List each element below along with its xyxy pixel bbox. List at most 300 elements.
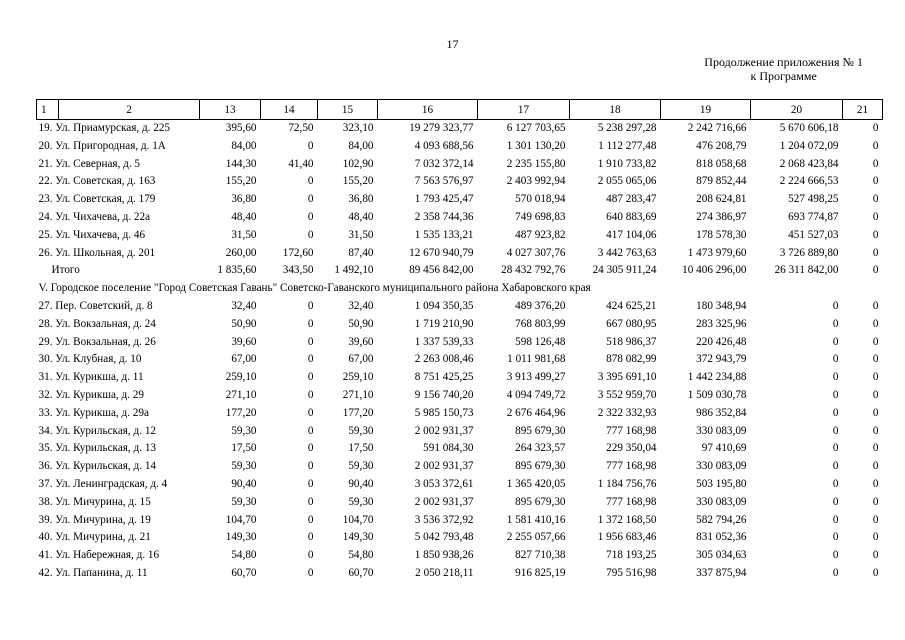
table-row: [37, 316, 883, 334]
cell-c17: 4 027 307,76: [506, 246, 566, 259]
cell-c21: 0: [872, 228, 879, 241]
cell-c14: 0: [307, 495, 314, 508]
total-c18: 24 305 911,24: [592, 264, 657, 277]
row-address: [37, 173, 200, 191]
cell-c16: 8 751 425,25: [414, 371, 474, 384]
cell-c15: 84,00: [348, 139, 374, 152]
row-address: [37, 369, 200, 387]
total-c20: 26 311 842,00: [774, 264, 839, 277]
cell-c20: 0: [832, 371, 839, 384]
cell-c14: 0: [307, 299, 314, 312]
row-address-text: Ул. Мичурина, д. 15: [55, 495, 151, 508]
row-address: [37, 387, 200, 405]
cell-c15: 59,30: [348, 460, 374, 473]
cell-c14: 0: [307, 513, 314, 526]
cell-c19: 986 352,84: [696, 406, 747, 419]
cell-c17: 1 365 420,05: [506, 477, 566, 490]
table-row: [37, 298, 883, 316]
cell-c17: 598 126,48: [515, 335, 566, 348]
cell-c17: 487 923,82: [515, 228, 566, 241]
total-c14: 343,50: [282, 264, 314, 277]
table-row: [37, 334, 883, 352]
cell-c13: 17,50: [231, 442, 257, 455]
row-number: 32.: [38, 388, 53, 401]
cell-c17: 3 913 499,27: [506, 371, 566, 384]
cell-c13: 104,70: [225, 513, 257, 526]
cell-c16: 3 053 372,61: [414, 477, 474, 490]
cell-c14: 172,60: [282, 246, 314, 259]
cell-c15: 31,50: [348, 228, 374, 241]
cell-c19: 337 875,94: [696, 566, 747, 579]
row-address-text: Ул. Пригородная, д. 1А: [55, 139, 166, 152]
cell-c16: 9 156 740,20: [414, 388, 474, 401]
cell-c21: 0: [872, 477, 879, 490]
row-address: [37, 334, 200, 352]
cell-c20: 527 498,25: [788, 193, 839, 206]
cell-c14: 0: [307, 335, 314, 348]
row-address-text: Ул. Курильская, д. 13: [55, 442, 157, 455]
cell-c16: 19 279 323,77: [409, 122, 474, 134]
cell-c15: 177,20: [342, 406, 374, 419]
row-address-text: Ул. Советская, д. 179: [55, 193, 156, 206]
table-row: [37, 494, 883, 512]
cell-c14: 0: [307, 139, 314, 152]
cell-c16: 5 042 793,48: [414, 531, 474, 544]
cell-c14: 0: [307, 210, 314, 223]
column-header: 15: [318, 100, 378, 120]
cell-c21: 0: [872, 442, 879, 455]
cell-c18: 777 168,98: [606, 495, 657, 508]
row-number: 29.: [38, 335, 53, 348]
page-number: 17: [446, 37, 459, 51]
cell-c21: 0: [872, 371, 879, 384]
data-table: [36, 99, 883, 583]
cell-c13: 32,40: [231, 299, 257, 312]
row-address: [37, 405, 200, 423]
column-header: 17: [478, 100, 570, 120]
row-address-text: Ул. Чихачева, д. 46: [55, 228, 146, 241]
cell-c19: 1 442 234,88: [687, 371, 747, 384]
cell-c20: 2 068 423,84: [779, 157, 839, 170]
table-row: [37, 173, 883, 191]
cell-c16: 1 094 350,35: [414, 299, 474, 312]
cell-c14: 0: [307, 424, 314, 437]
row-address: [37, 120, 200, 138]
cell-c21: 0: [872, 122, 879, 134]
row-address: [37, 476, 200, 494]
row-number: 33.: [38, 406, 53, 419]
cell-c18: 518 986,37: [606, 335, 657, 348]
table-row: [37, 405, 883, 423]
cell-c16: 4 093 688,56: [414, 139, 474, 152]
cell-c21: 0: [872, 513, 879, 526]
row-address-text: Ул. Вокзальная, д. 26: [55, 335, 156, 348]
cell-c20: 1 204 072,09: [779, 139, 839, 152]
row-number: 19.: [38, 122, 53, 134]
cell-c20: 5 670 606,18: [779, 122, 839, 134]
column-header: 13: [200, 100, 261, 120]
cell-c13: 59,30: [231, 424, 257, 437]
row-address: [37, 512, 200, 530]
cell-c16: 1 719 210,90: [414, 317, 474, 330]
column-header: 2: [59, 100, 200, 120]
row-address-text: Ул. Курильская, д. 14: [55, 460, 157, 473]
column-header: 20: [751, 100, 843, 120]
table-row: [37, 138, 883, 156]
cell-c16: 7 563 576,97: [414, 175, 474, 188]
row-address: [37, 423, 200, 441]
cell-c20: 0: [832, 495, 839, 508]
cell-c15: 48,40: [348, 210, 374, 223]
cell-c20: 0: [832, 477, 839, 490]
cell-c20: 0: [832, 549, 839, 562]
cell-c21: 0: [872, 424, 879, 437]
cell-c18: 667 080,95: [606, 317, 657, 330]
cell-c15: 32,40: [348, 299, 374, 312]
row-address-text: Ул. Папанина, д. 11: [55, 566, 148, 579]
table-row: [37, 423, 883, 441]
row-number: 24.: [38, 210, 53, 223]
cell-c18: 3 395 691,10: [597, 371, 657, 384]
cell-c15: 90,40: [348, 477, 374, 490]
column-header: 1: [37, 100, 59, 120]
cell-c14: 0: [307, 531, 314, 544]
cell-c13: 144,30: [225, 157, 257, 170]
cell-c18: 795 516,98: [606, 566, 657, 579]
cell-c21: 0: [872, 495, 879, 508]
cell-c17: 570 018,94: [515, 193, 566, 206]
cell-c13: 395,60: [225, 122, 257, 134]
row-address: [37, 191, 200, 209]
cell-c20: 451 527,03: [788, 228, 839, 241]
cell-c20: 693 774,87: [788, 210, 839, 223]
cell-c20: 0: [832, 566, 839, 579]
row-address: [37, 458, 200, 476]
table-row: [37, 565, 883, 583]
cell-c18: 777 168,98: [606, 460, 657, 473]
cell-c14: 0: [307, 353, 314, 366]
cell-c20: 0: [832, 513, 839, 526]
cell-c16: 1 337 539,33: [414, 335, 474, 348]
cell-c17: 264 323,57: [515, 442, 566, 455]
cell-c19: 503 195,80: [696, 477, 747, 490]
cell-c17: 2 676 464,96: [506, 406, 566, 419]
cell-c21: 0: [872, 175, 879, 188]
row-address-text: Ул. Чихачева, д. 22а: [55, 210, 151, 223]
cell-c19: 97 410,69: [701, 442, 747, 455]
cell-c15: 54,80: [348, 549, 374, 562]
row-number: 31.: [38, 371, 53, 384]
cell-c16: 1 535 133,21: [414, 228, 474, 241]
cell-c13: 48,40: [231, 210, 257, 223]
cell-c20: 0: [832, 388, 839, 401]
total-c16: 89 456 842,00: [409, 264, 474, 277]
cell-c17: 895 679,30: [515, 495, 566, 508]
appendix-header: [704, 55, 863, 83]
cell-c15: 36,80: [348, 193, 374, 206]
total-c21: 0: [872, 264, 879, 277]
row-address-text: Ул. Курикша, д. 11: [55, 371, 144, 384]
cell-c15: 87,40: [348, 246, 374, 259]
cell-c18: 1 112 277,48: [598, 139, 657, 152]
row-address-text: Ул. Северная, д. 5: [55, 157, 141, 170]
cell-c19: 831 052,36: [696, 531, 747, 544]
cell-c16: 2 002 931,37: [414, 460, 474, 473]
cell-c19: 330 083,09: [696, 495, 747, 508]
table-row: [37, 227, 883, 245]
row-address-text: Ул. Курильская, д. 12: [55, 424, 157, 437]
row-number: 30.: [38, 353, 53, 366]
cell-c16: 12 670 940,79: [409, 246, 474, 259]
cell-c17: 6 127 703,65: [506, 122, 566, 134]
table-row: [37, 369, 883, 387]
cell-c18: 417 104,06: [606, 228, 657, 241]
row-address: [37, 494, 200, 512]
cell-c18: 3 552 959,70: [597, 388, 657, 401]
cell-c20: 0: [832, 442, 839, 455]
cell-c21: 0: [872, 406, 879, 419]
column-header: 21: [843, 100, 883, 120]
section-title: V. Городское поселение "Город Советская Гавань" Советско-Гаванского муниципального района Хабаровского края: [38, 282, 591, 295]
cell-c17: 895 679,30: [515, 424, 566, 437]
cell-c18: 2 055 065,06: [597, 175, 657, 188]
cell-c17: 749 698,83: [515, 210, 566, 223]
total-c13: 1 835,60: [217, 264, 257, 277]
cell-c17: 916 825,19: [515, 566, 566, 579]
cell-c20: 0: [832, 460, 839, 473]
cell-c16: 2 002 931,37: [414, 495, 474, 508]
appendix-title: Продолжение приложения № 1: [704, 55, 863, 69]
cell-c21: 0: [872, 299, 879, 312]
row-address: [37, 565, 200, 583]
row-number: 28.: [38, 317, 53, 330]
cell-c21: 0: [872, 531, 879, 544]
cell-c21: 0: [872, 335, 879, 348]
table-row: [37, 512, 883, 530]
cell-c13: 84,00: [231, 139, 257, 152]
cell-c16: 1 793 425,47: [414, 193, 474, 206]
row-address-text: Ул. Школьная, д. 201: [55, 246, 156, 259]
cell-c19: 818 058,68: [696, 157, 747, 170]
cell-c20: 0: [832, 531, 839, 544]
row-address-text: Ул. Советская, д. 163: [55, 175, 156, 188]
column-header: 16: [378, 100, 478, 120]
cell-c14: 0: [307, 442, 314, 455]
row-number: 21.: [38, 157, 53, 170]
column-header: 14: [261, 100, 318, 120]
cell-c13: 59,30: [231, 495, 257, 508]
cell-c16: 2 263 008,46: [414, 353, 474, 366]
row-address-text: Ул. Набережная, д. 16: [55, 549, 160, 562]
cell-c13: 260,00: [225, 246, 257, 259]
row-address: [37, 351, 200, 369]
cell-c14: 0: [307, 175, 314, 188]
row-number: 39.: [38, 513, 53, 526]
cell-c21: 0: [872, 549, 879, 562]
row-number: 36.: [38, 460, 53, 473]
cell-c15: 67,00: [348, 353, 374, 366]
table-row: [37, 458, 883, 476]
row-address: [37, 529, 200, 547]
row-number: 25.: [38, 228, 53, 241]
cell-c18: 1 956 683,46: [597, 531, 657, 544]
table-row: [37, 387, 883, 405]
cell-c13: 149,30: [225, 531, 257, 544]
total-c15: 1 492,10: [334, 264, 374, 277]
row-address-text: Ул. Мичурина, д. 21: [55, 531, 151, 544]
row-address-text: Ул. Клубная, д. 10: [55, 353, 142, 366]
cell-c19: 1 473 979,60: [687, 246, 747, 259]
cell-c18: 3 442 763,63: [597, 246, 657, 259]
row-number: 27.: [38, 299, 53, 312]
table-row: [37, 547, 883, 565]
cell-c17: 827 710,38: [515, 549, 566, 562]
cell-c13: 36,80: [231, 193, 257, 206]
row-address-text: Ул. Мичурина, д. 19: [55, 513, 151, 526]
cell-c15: 259,10: [342, 371, 374, 384]
table-row: [37, 209, 883, 227]
column-header: 18: [570, 100, 661, 120]
cell-c14: 41,40: [288, 157, 314, 170]
cell-c20: 2 224 666,53: [779, 175, 839, 188]
cell-c19: 305 034,63: [696, 549, 747, 562]
cell-c17: 489 376,20: [515, 299, 566, 312]
table-row: [37, 156, 883, 174]
cell-c16: 5 985 150,73: [414, 406, 474, 419]
row-number: 41.: [38, 549, 53, 562]
cell-c19: 178 578,30: [696, 228, 747, 241]
cell-c17: 1 581 410,16: [506, 513, 566, 526]
cell-c16: 7 032 372,14: [414, 157, 474, 170]
row-address: [37, 298, 200, 316]
cell-c19: 220 426,48: [696, 335, 747, 348]
cell-c13: 177,20: [225, 406, 257, 419]
cell-c16: 1 850 938,26: [414, 549, 474, 562]
cell-c13: 90,40: [231, 477, 257, 490]
row-number: 35.: [38, 442, 53, 455]
cell-c17: 768 803,99: [515, 317, 566, 330]
row-address-text: Ул. Приамурская, д. 225: [55, 122, 171, 134]
row-address: [37, 547, 200, 565]
cell-c14: 0: [307, 460, 314, 473]
cell-c16: 2 050 218,11: [415, 566, 474, 579]
cell-c16: 591 084,30: [423, 442, 474, 455]
column-header: 19: [661, 100, 751, 120]
header-row: [37, 100, 883, 120]
cell-c15: 102,90: [342, 157, 374, 170]
table-row: [37, 440, 883, 458]
row-address-text: Пер. Советский, д. 8: [55, 299, 153, 312]
cell-c13: 271,10: [225, 388, 257, 401]
cell-c14: 0: [307, 566, 314, 579]
cell-c16: 2 002 931,37: [414, 424, 474, 437]
cell-c18: 1 372 168,50: [597, 513, 657, 526]
table-row: [37, 120, 883, 138]
cell-c18: 424 625,21: [606, 299, 657, 312]
row-address-text: Ул. Курикша, д. 29: [55, 388, 144, 401]
cell-c21: 0: [872, 210, 879, 223]
table-row: [37, 351, 883, 369]
total-c19: 10 406 296,00: [682, 264, 747, 277]
cell-c15: 104,70: [342, 513, 374, 526]
cell-c15: 323,10: [342, 122, 374, 134]
cell-c15: 39,60: [348, 335, 374, 348]
cell-c15: 50,90: [348, 317, 374, 330]
cell-c13: 259,10: [225, 371, 257, 384]
cell-c18: 5 238 297,28: [597, 122, 657, 134]
cell-c13: 31,50: [231, 228, 257, 241]
cell-c13: 60,70: [231, 566, 257, 579]
total-row: [37, 262, 883, 280]
row-number: 22.: [38, 175, 53, 188]
cell-c13: 54,80: [231, 549, 257, 562]
cell-c19: 274 386,97: [696, 210, 747, 223]
cell-c13: 50,90: [231, 317, 257, 330]
row-address: [37, 440, 200, 458]
total-label: Итого: [51, 264, 80, 277]
cell-c19: 476 208,79: [696, 139, 747, 152]
cell-c19: 330 083,09: [696, 424, 747, 437]
cell-c14: 0: [307, 193, 314, 206]
cell-c20: 0: [832, 406, 839, 419]
cell-c15: 59,30: [348, 424, 374, 437]
cell-c21: 0: [872, 246, 879, 259]
row-address: [37, 316, 200, 334]
cell-c20: 3 726 889,80: [779, 246, 839, 259]
cell-c17: 2 235 155,80: [506, 157, 566, 170]
cell-c21: 0: [872, 353, 879, 366]
cell-c19: 879 852,44: [696, 175, 747, 188]
cell-c18: 718 193,25: [606, 549, 657, 562]
cell-c17: 4 094 749,72: [506, 388, 566, 401]
cell-c18: 229 350,04: [606, 442, 657, 455]
cell-c21: 0: [872, 139, 879, 152]
row-number: 20.: [38, 139, 53, 152]
row-number: 37.: [38, 477, 53, 490]
row-address: [37, 245, 200, 263]
cell-c21: 0: [872, 460, 879, 473]
cell-c13: 155,20: [225, 175, 257, 188]
cell-c16: 3 536 372,92: [414, 513, 474, 526]
table-row: [37, 476, 883, 494]
cell-c18: 777 168,98: [606, 424, 657, 437]
cell-c18: 487 283,47: [606, 193, 657, 206]
cell-c19: 283 325,96: [696, 317, 747, 330]
row-address-text: Ул. Курикша, д. 29а: [55, 406, 149, 419]
cell-c18: 878 082,99: [606, 353, 657, 366]
cell-c18: 1 184 756,76: [597, 477, 657, 490]
section-row: [37, 280, 883, 298]
cell-c20: 0: [832, 353, 839, 366]
cell-c15: 149,30: [342, 531, 374, 544]
table-row: [37, 529, 883, 547]
cell-c20: 0: [832, 424, 839, 437]
cell-c19: 582 794,26: [696, 513, 747, 526]
cell-c19: 2 242 716,66: [687, 122, 747, 134]
row-number: 23.: [38, 193, 53, 206]
cell-c19: 372 943,79: [696, 353, 747, 366]
cell-c17: 2 403 992,94: [506, 175, 566, 188]
row-address: [37, 156, 200, 174]
appendix-subtitle: к Программе: [750, 69, 817, 83]
cell-c17: 2 255 057,66: [506, 531, 566, 544]
cell-c21: 0: [872, 193, 879, 206]
cell-c15: 17,50: [348, 442, 374, 455]
cell-c17: 1 011 981,68: [507, 353, 566, 366]
cell-c14: 0: [307, 228, 314, 241]
cell-c13: 39,60: [231, 335, 257, 348]
cell-c18: 2 322 332,93: [597, 406, 657, 419]
